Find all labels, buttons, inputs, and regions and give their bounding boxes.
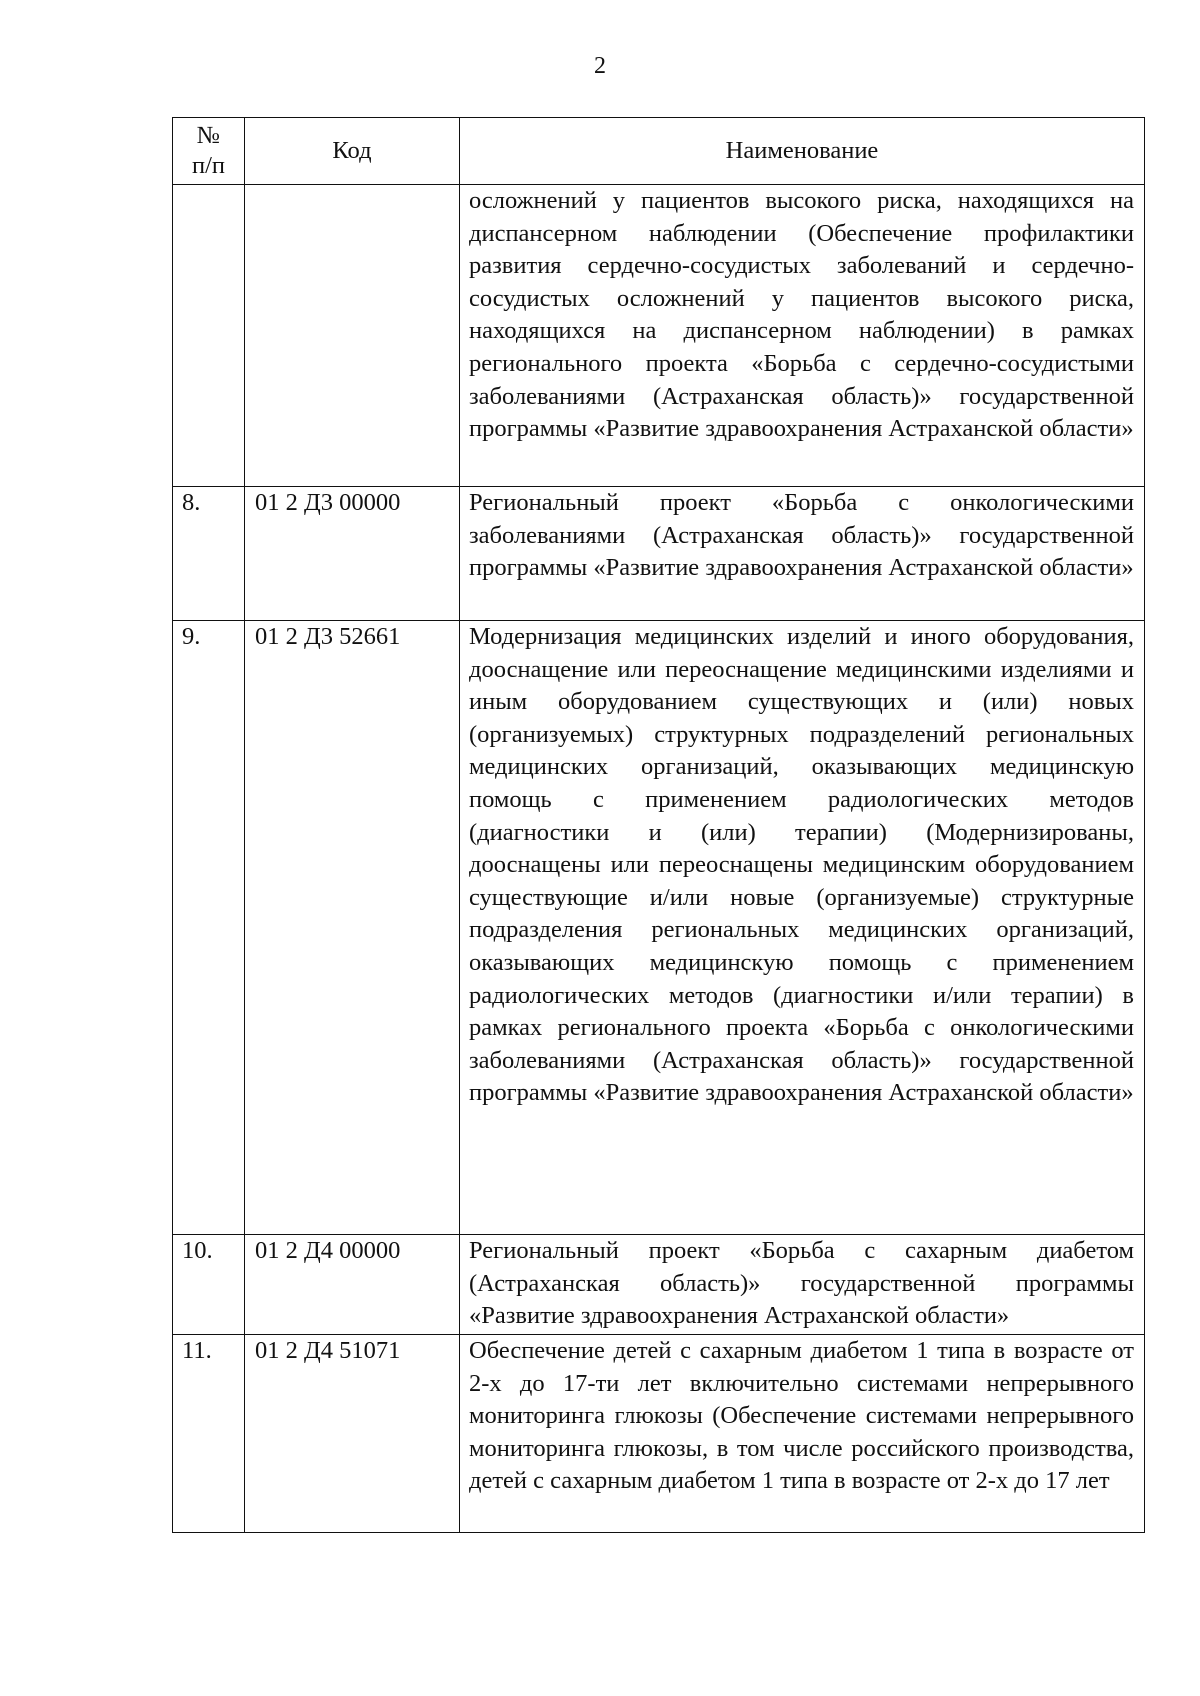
row-code: 01 2 Д4 00000 [245, 1235, 460, 1335]
budget-codes-table [172, 117, 1145, 1533]
header-row [173, 118, 1145, 185]
row-name: Региональный проект «Борьба с сахарным диабетом (Астраханская область)» государственной программы «Развитие здравоохранения Астраханской области» [460, 1235, 1145, 1335]
row-number [173, 185, 245, 487]
row-number: 9. [173, 621, 245, 1235]
row-code: 01 2 Д4 51071 [245, 1335, 460, 1533]
header-code: Код [245, 118, 460, 185]
row-code: 01 2 Д3 52661 [245, 621, 460, 1235]
row-code [245, 185, 460, 487]
table-row [173, 487, 1145, 621]
row-name: Региональный проект «Борьба с онкологическими заболеваниями (Астраханская область)» государственной программы «Развитие здравоохранения Астраханской области» [460, 487, 1145, 621]
row-code: 01 2 Д3 00000 [245, 487, 460, 621]
header-number [173, 118, 245, 185]
row-name: Модернизация медицинских изделий и иного оборудования, дооснащение или переоснащение медицинскими изделиями и иным оборудованием существующих и (или) новых (организуемых) структурных подразделений региональных медицинских организаций, оказывающих медицинскую помощь с применением радиологических методов (диагностики и (или) терапии) (Модернизированы, дооснащены или переоснащены медицинским оборудованием существующие и/или новые (организуемые) структурные подразделения региональных медицинских организаций, оказывающих медицинскую помощь с применением радиологических методов (диагностики и/или терапии) в рамках регионального проекта «Борьба с онкологическими заболеваниями (Астраханская область)» государственной программы «Развитие здравоохранения Астраханской области» [460, 621, 1145, 1235]
row-number: 10. [173, 1235, 245, 1335]
row-number: 8. [173, 487, 245, 621]
table-header [173, 118, 1145, 185]
row-name: Обеспечение детей с сахарным диабетом 1 типа в возрасте от 2-х до 17-ти лет включительно системами непрерывного мониторинга глюкозы (Обеспечение системами непрерывного мониторинга глюкозы, в том числе российского производства, детей с сахарным диабетом 1 типа в возрасте от 2-х до 17 лет [460, 1335, 1145, 1533]
page-number: 2 [594, 53, 606, 79]
table-row [173, 621, 1145, 1235]
header-name: Наименование [460, 118, 1145, 185]
row-name: осложнений у пациентов высокого риска, находящихся на диспансерном наблюдении (Обеспечение профилактики развития сердечно-сосудистых заболеваний и сердечно-сосудистых осложнений у пациентов высокого риска, находящихся на диспансерном наблюдении) в рамках регионального проекта «Борьба с сердечно-сосудистыми заболеваниями (Астраханская область)» государственной программы «Развитие здравоохранения Астраханской области» [460, 185, 1145, 487]
row-number: 11. [173, 1335, 245, 1533]
table-row [173, 185, 1145, 487]
table-body [173, 185, 1145, 1533]
header-number-sign: № п/п [191, 122, 226, 179]
table-row [173, 1335, 1145, 1533]
table-row [173, 1235, 1145, 1335]
